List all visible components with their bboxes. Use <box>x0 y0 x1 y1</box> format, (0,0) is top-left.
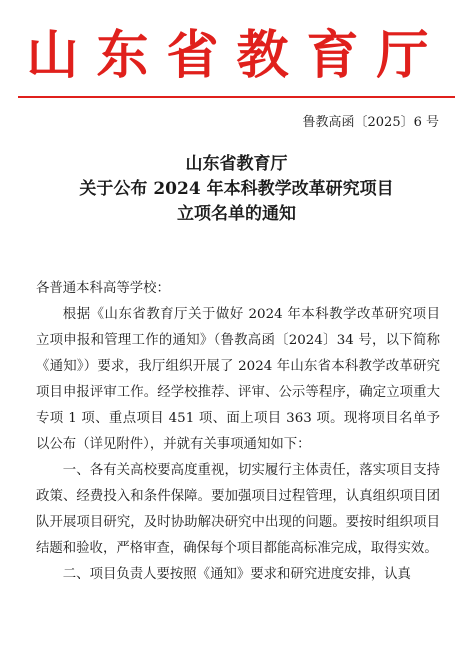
title-line-2: 关于公布 2024 年本科教学改革研究项目 <box>79 179 394 199</box>
document-body <box>36 276 440 588</box>
salutation: 各普通本科高等学校： <box>36 281 170 296</box>
document-title <box>0 152 473 227</box>
paragraph-2: 一、各有关高校要高度重视，切实履行主体责任，落实项目支持政策、经费投入和条件保障。要加强项目过程管理，认真组织项目团队开展项目研究，及时协助解决研究中出现的问题。要按时组织项目结题和验收，严格审查，确保每个项目都能高标准完成，取得实效。 <box>36 463 440 556</box>
red-header-rule <box>18 96 455 98</box>
document-number: 鲁教高函〔2025〕6 号 <box>302 115 439 130</box>
title-line-3: 立项名单的通知 <box>177 204 296 224</box>
paragraph-1: 根据《山东省教育厅关于做好 2024 年本科教学改革研究项目立项申报和管理工作的通知》（鲁教高函〔2024〕34 号，以下简称《通知》）要求，我厅组织开展了 2024 年山东省本科教学改革研究项目申报评审工作。经学校推荐、评审、公示等程序，确定立项重大专项 1 项、重点项目 451 项、面上项目 363 项。现将项目名单予以公布（详见附件），并就有关事项通知如下： <box>36 307 440 452</box>
paragraph-3: 二、项目负责人要按照《通知》要求和研究进度安排，认真 <box>62 567 411 582</box>
title-line-1: 山东省教育厅 <box>185 154 288 174</box>
agency-header-title: 山东省教育厅 <box>26 25 447 86</box>
